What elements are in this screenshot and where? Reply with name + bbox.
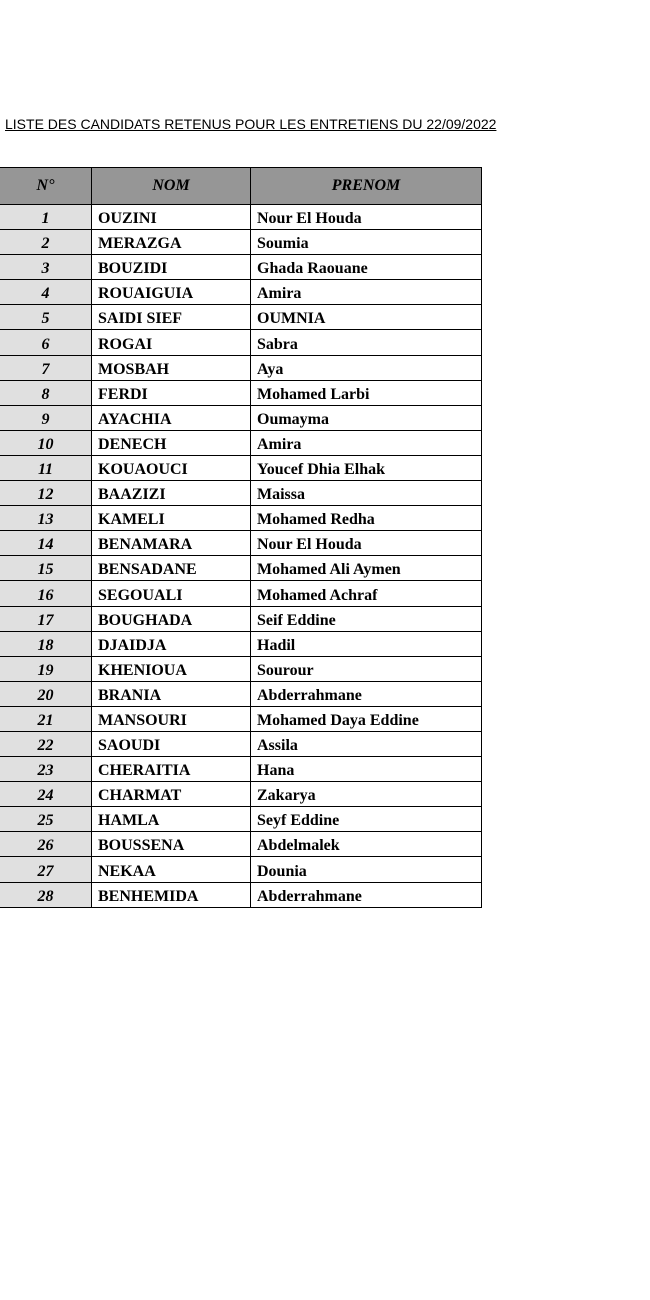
row-prenom: Seif Eddine <box>251 606 482 631</box>
row-number: 24 <box>0 782 92 807</box>
row-number: 10 <box>0 430 92 455</box>
row-nom: ROGAI <box>92 330 251 355</box>
row-prenom: Abderrahmane <box>251 681 482 706</box>
row-nom: MERAZGA <box>92 230 251 255</box>
row-prenom: Dounia <box>251 857 482 882</box>
row-nom: SEGOUALI <box>92 581 251 606</box>
row-prenom: Mohamed Redha <box>251 506 482 531</box>
row-nom: BENHEMIDA <box>92 882 251 907</box>
row-nom: CHARMAT <box>92 782 251 807</box>
table-row <box>0 606 482 631</box>
row-nom: BOUGHADA <box>92 606 251 631</box>
table-row <box>0 380 482 405</box>
row-nom: AYACHIA <box>92 405 251 430</box>
row-nom: BENAMARA <box>92 531 251 556</box>
table-row <box>0 581 482 606</box>
table-body <box>0 205 482 908</box>
row-prenom: Sabra <box>251 330 482 355</box>
row-number: 16 <box>0 581 92 606</box>
row-prenom: OUMNIA <box>251 305 482 330</box>
row-nom: DJAIDJA <box>92 631 251 656</box>
row-number: 18 <box>0 631 92 656</box>
table-row <box>0 757 482 782</box>
row-number: 26 <box>0 832 92 857</box>
row-number: 13 <box>0 506 92 531</box>
table-row <box>0 205 482 230</box>
row-nom: MOSBAH <box>92 355 251 380</box>
column-header-prenom: PRENOM <box>251 168 482 205</box>
row-nom: KOUAOUCI <box>92 455 251 480</box>
candidates-table <box>0 167 482 908</box>
table-row <box>0 681 482 706</box>
table-row <box>0 556 482 581</box>
row-number: 22 <box>0 731 92 756</box>
row-prenom: Soumia <box>251 230 482 255</box>
header-row <box>0 168 482 205</box>
table-row <box>0 882 482 907</box>
row-prenom: Youcef Dhia Elhak <box>251 455 482 480</box>
row-prenom: Amira <box>251 280 482 305</box>
table-header <box>0 168 482 205</box>
row-nom: HAMLA <box>92 807 251 832</box>
row-prenom: Hana <box>251 757 482 782</box>
row-prenom: Maissa <box>251 481 482 506</box>
row-prenom: Mohamed Larbi <box>251 380 482 405</box>
row-prenom: Abdelmalek <box>251 832 482 857</box>
row-number: 8 <box>0 380 92 405</box>
table-row <box>0 731 482 756</box>
row-nom: BAAZIZI <box>92 481 251 506</box>
row-number: 20 <box>0 681 92 706</box>
row-number: 4 <box>0 280 92 305</box>
row-nom: CHERAITIA <box>92 757 251 782</box>
table-row <box>0 631 482 656</box>
row-number: 25 <box>0 807 92 832</box>
column-header-number: N° <box>0 168 92 205</box>
table-row <box>0 330 482 355</box>
table-row <box>0 430 482 455</box>
row-number: 23 <box>0 757 92 782</box>
table-row <box>0 230 482 255</box>
row-number: 14 <box>0 531 92 556</box>
table-row <box>0 832 482 857</box>
row-nom: DENECH <box>92 430 251 455</box>
row-nom: FERDI <box>92 380 251 405</box>
row-prenom: Assila <box>251 731 482 756</box>
table-row <box>0 455 482 480</box>
row-nom: OUZINI <box>92 205 251 230</box>
row-prenom: Nour El Houda <box>251 531 482 556</box>
row-number: 21 <box>0 706 92 731</box>
row-number: 9 <box>0 405 92 430</box>
row-nom: BOUSSENA <box>92 832 251 857</box>
row-nom: NEKAA <box>92 857 251 882</box>
row-prenom: Oumayma <box>251 405 482 430</box>
row-nom: MANSOURI <box>92 706 251 731</box>
row-nom: ROUAIGUIA <box>92 280 251 305</box>
row-number: 19 <box>0 656 92 681</box>
row-nom: BENSADANE <box>92 556 251 581</box>
row-nom: SAIDI SIEF <box>92 305 251 330</box>
row-number: 3 <box>0 255 92 280</box>
row-prenom: Amira <box>251 430 482 455</box>
row-number: 7 <box>0 355 92 380</box>
row-prenom: Mohamed Achraf <box>251 581 482 606</box>
row-number: 15 <box>0 556 92 581</box>
row-nom: KAMELI <box>92 506 251 531</box>
table-row <box>0 656 482 681</box>
row-prenom: Mohamed Ali Aymen <box>251 556 482 581</box>
row-prenom: Zakarya <box>251 782 482 807</box>
table-row <box>0 807 482 832</box>
row-number: 27 <box>0 857 92 882</box>
table-row <box>0 531 482 556</box>
table-row <box>0 405 482 430</box>
row-prenom: Aya <box>251 355 482 380</box>
row-number: 17 <box>0 606 92 631</box>
row-prenom: Sourour <box>251 656 482 681</box>
table-row <box>0 782 482 807</box>
row-nom: KHENIOUA <box>92 656 251 681</box>
table-row <box>0 355 482 380</box>
row-number: 2 <box>0 230 92 255</box>
row-number: 6 <box>0 330 92 355</box>
table-row <box>0 255 482 280</box>
page-title: LISTE DES CANDIDATS RETENUS POUR LES ENTRETIENS DU 22/09/2022 <box>5 116 497 132</box>
row-nom: BOUZIDI <box>92 255 251 280</box>
row-number: 11 <box>0 455 92 480</box>
table-row <box>0 506 482 531</box>
row-nom: BRANIA <box>92 681 251 706</box>
row-number: 28 <box>0 882 92 907</box>
row-prenom: Nour El Houda <box>251 205 482 230</box>
row-prenom: Ghada Raouane <box>251 255 482 280</box>
row-number: 1 <box>0 205 92 230</box>
row-prenom: Seyf Eddine <box>251 807 482 832</box>
row-number: 5 <box>0 305 92 330</box>
row-prenom: Hadil <box>251 631 482 656</box>
row-number: 12 <box>0 481 92 506</box>
column-header-nom: NOM <box>92 168 251 205</box>
table-row <box>0 280 482 305</box>
table-row <box>0 481 482 506</box>
table-row <box>0 857 482 882</box>
row-prenom: Mohamed Daya Eddine <box>251 706 482 731</box>
row-prenom: Abderrahmane <box>251 882 482 907</box>
table-row <box>0 305 482 330</box>
table-row <box>0 706 482 731</box>
row-nom: SAOUDI <box>92 731 251 756</box>
